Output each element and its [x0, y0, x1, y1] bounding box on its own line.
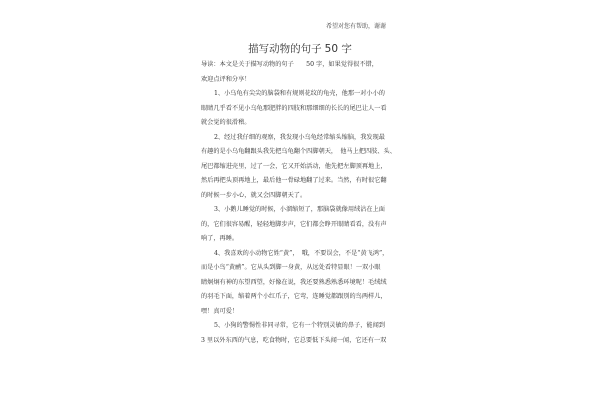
paragraph-line: 尾巴都缩进壳里，过了一会，它又开始活动，他先把左脚顶再地上， — [201, 162, 387, 170]
paragraph-line: 就会觉的很滑稽。 — [201, 119, 251, 126]
paragraph-line: 有趣的是小乌龟翻跟头我先把乌龟翻个四脚朝天， 他马上把四肢、头、 — [201, 148, 396, 155]
paragraph-line: 响了，再睡。 — [201, 235, 239, 242]
document-body — [201, 58, 413, 348]
paragraph-line: 2、经过我仔细的观察，我发现小乌龟经常缩头缩脑，我发现最 — [214, 133, 385, 141]
title-number: 50 字 — [324, 43, 352, 55]
paragraph-line: 然后再把头顶再地上，最后他一骨碌地翻了过来。当然，有时很它翻 — [201, 177, 387, 184]
title-text: 描写动物的句子 — [248, 43, 322, 55]
intro-line: 导读：本文是关于描写动物的句子 50 字，如果觉得很不错， — [201, 61, 378, 68]
paragraph-line: 嘿！真可爱！ — [201, 307, 239, 315]
paragraph-line: 的，它们很容易醒，轻轻地脚步声，它们都会睁开眼睛看看，没有声 — [201, 220, 387, 228]
intro-line: 欢迎点评和分享！ — [201, 75, 251, 83]
paragraph-line: 眼睛几乎看不见小乌龟那肥胖的四肢和那细细的长长的尾巴让人一看 — [201, 104, 387, 112]
paragraph-line: 的羽毛下面，缩着两个小红爪子，它弯，连睡觉都跟别的鸟两样儿， — [201, 293, 387, 300]
paragraph-line: 1、小乌龟有尖尖的脑袋和有规则花纹的龟壳，他那一对小小的 — [214, 90, 385, 97]
paragraph-line: 睛炯炯有神的东望西望，好像在说，我还要熟悉熟悉环境呢！毛绒绒 — [201, 278, 387, 286]
document-title — [0, 41, 600, 56]
paragraph-line: 4、我喜欢的小动物它姓“黄”， 哦，不要误会，不是“黄飞鸿”， — [214, 249, 389, 257]
paragraph-line: 3、小鹅儿睡觉的时候，小溜缩短了，那脑袋就像用绒沾在上面 — [214, 206, 385, 213]
paragraph-line: 5、小狗的警惕性非同寻常，它有一个特别灵敏的鼻子，能闻到 — [214, 322, 385, 329]
paragraph-line: 而是小鸟“黄鹂”。它从头到脚一身黄，从远处看特显眼！一双小眼 — [201, 264, 381, 271]
paragraph-line: 3 里以外东西的气息，吃食物时，它总要低下头闻一闻，它还有一双 — [201, 336, 387, 344]
paragraph-line: 的时候一步小心，就又会四脚朝天了。 — [201, 191, 307, 199]
header-note: 希望对您有帮助，谢谢 — [326, 23, 387, 30]
